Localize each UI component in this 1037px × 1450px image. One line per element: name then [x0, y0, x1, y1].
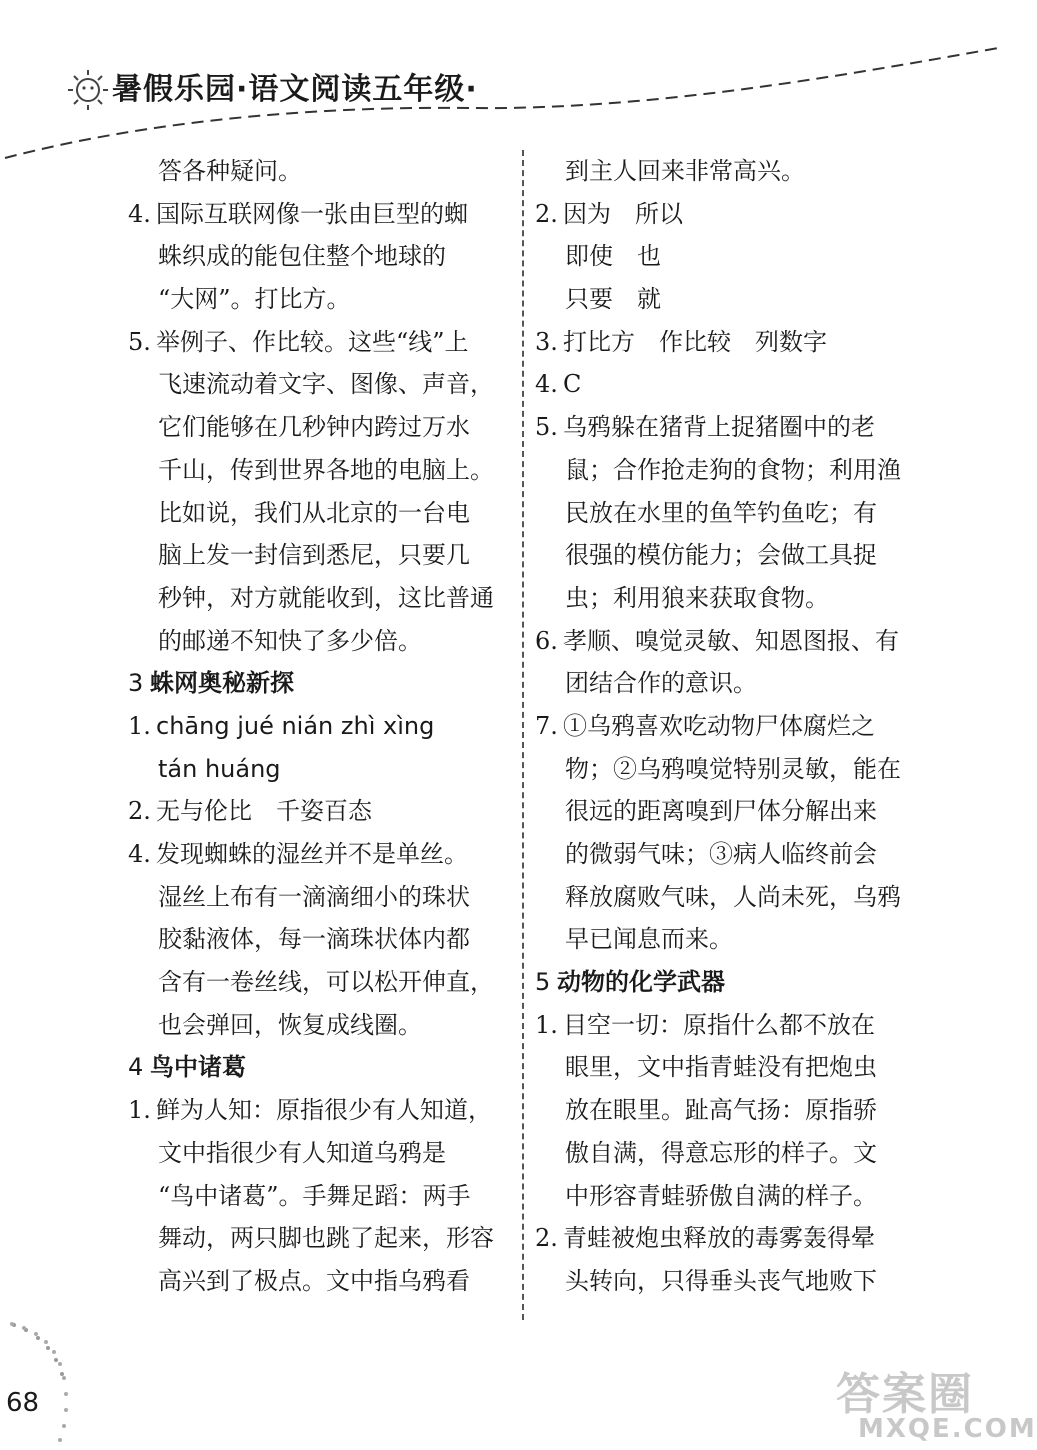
sun-flower-icon: [68, 70, 108, 110]
answer-text: 只要 就: [565, 285, 661, 314]
answer-text: 团结合作的意识。: [565, 669, 757, 698]
section-title: 蛛网奥秘新探: [150, 669, 294, 698]
answer-item: [128, 705, 516, 748]
answer-continuation: [535, 662, 925, 705]
answer-item: [535, 193, 925, 236]
answer-item: [535, 705, 925, 748]
answer-continuation: [128, 278, 516, 321]
item-number: 6.: [535, 626, 558, 655]
answer-text: 很强的模仿能力；会做工具捉: [565, 541, 877, 570]
answer-continuation: [535, 790, 925, 833]
answer-item: [128, 790, 516, 833]
answer-text: 举例子、作比较。这些“线”上: [156, 327, 469, 356]
answer-text: 无与伦比 千姿百态: [156, 797, 372, 826]
answer-continuation: [128, 748, 516, 791]
answer-continuation: [128, 1004, 516, 1047]
answer-text: 秒钟，对方就能收到，这比普通: [158, 583, 494, 612]
answer-text: 乌鸦躲在猪背上捉猪圈中的老: [563, 413, 875, 442]
section-number: 4: [128, 1053, 144, 1082]
answer-text: 答各种疑问。: [158, 157, 302, 185]
answer-continuation: [535, 748, 925, 791]
answer-text: 傲自满，得意忘形的样子。文: [565, 1138, 877, 1167]
watermark-text-top: 答案圈: [836, 1369, 974, 1420]
left-answer-column: [128, 150, 516, 1303]
answer-text: 孝顺、嗅觉灵敏、知恩图报、有: [563, 626, 899, 655]
answer-text: 文中指很少有人知道乌鸦是: [158, 1138, 446, 1167]
answer-text: 它们能够在几秒钟内跨过万水: [158, 413, 470, 442]
watermark-logo: [808, 1358, 1037, 1446]
answer-continuation: [128, 577, 516, 620]
answer-continuation: [535, 1046, 925, 1089]
answer-continuation: [128, 1217, 516, 1260]
item-number: 5.: [128, 327, 151, 356]
item-number: 4.: [535, 370, 558, 399]
answer-text: 早已闻息而来。: [565, 925, 733, 954]
answer-text: 头转向，只得垂头丧气地败下: [565, 1266, 877, 1295]
answer-text: 打比方 作比较 列数字: [563, 327, 827, 356]
item-number: 7.: [535, 711, 558, 740]
answer-continuation: [128, 961, 516, 1004]
answer-text: 眼里，文中指青蛙没有把炮虫: [565, 1053, 877, 1082]
answer-text: 鼠；合作抢走狗的食物；利用渔: [565, 455, 901, 484]
answer-text: 即使 也: [565, 242, 661, 271]
answer-text: 释放腐败气味，人尚未死，乌鸦: [565, 882, 901, 911]
section-heading: [128, 662, 516, 705]
item-number: 3.: [535, 327, 558, 356]
answer-continuation: [535, 150, 925, 193]
page-header-title: 暑假乐园·语文阅读五年级·: [112, 72, 478, 107]
item-number: 4.: [128, 840, 151, 868]
section-title: 鸟中诸葛: [150, 1053, 246, 1082]
answer-item: [128, 1089, 516, 1132]
answer-continuation: [535, 577, 925, 620]
answer-continuation: [535, 449, 925, 492]
answer-continuation: [128, 150, 516, 193]
item-number: 2.: [535, 199, 558, 228]
answer-text: 也会弹回，恢复成线圈。: [158, 1010, 422, 1039]
answer-item: [535, 406, 925, 449]
item-number: 1.: [535, 1010, 558, 1039]
answer-continuation: [128, 406, 516, 449]
answer-continuation: [128, 876, 516, 919]
answer-text: 民放在水里的鱼竿钓鱼吃；有: [565, 498, 877, 527]
corner-dots-icon: [0, 1300, 80, 1450]
answer-text: “大网”。打比方。: [158, 285, 351, 314]
answer-text: chāng jué nián zhì xìng: [156, 711, 435, 740]
answer-text: 高兴到了极点。文中指乌鸦看: [158, 1266, 470, 1295]
answer-text: 到主人回来非常高兴。: [565, 157, 805, 185]
item-number: 4.: [128, 199, 151, 228]
answer-item: [128, 193, 516, 236]
answer-continuation: [535, 1175, 925, 1218]
answer-continuation: [128, 918, 516, 961]
section-title: 动物的化学武器: [557, 968, 725, 997]
answer-continuation: [128, 363, 516, 406]
right-answer-column: [535, 150, 925, 1303]
answer-text: C: [563, 370, 582, 399]
section-heading: [128, 1046, 516, 1089]
answer-text: ①乌鸦喜欢吃动物尸体腐烂之: [563, 711, 875, 740]
answer-item: [535, 363, 925, 406]
answer-continuation: [128, 620, 516, 663]
answer-continuation: [535, 1132, 925, 1175]
item-number: 2.: [535, 1224, 558, 1253]
answer-continuation: [128, 1260, 516, 1303]
answer-text: 虫；利用狼来获取食物。: [565, 583, 829, 612]
answer-text: 脑上发一封信到悉尼，只要几: [158, 541, 470, 570]
item-number: 1.: [128, 1096, 151, 1125]
answer-text: 目空一切：原指什么都不放在: [563, 1010, 875, 1039]
answer-item: [535, 1004, 925, 1047]
answer-text: 国际互联网像一张由巨型的蜘: [156, 199, 468, 228]
item-number: 5.: [535, 413, 558, 442]
answer-text: 的微弱气味；③病人临终前会: [565, 840, 877, 868]
answer-text: 很远的距离嗅到尸体分解出来: [565, 797, 877, 826]
answer-text: 含有一卷丝线，可以松开伸直，: [158, 968, 494, 997]
answer-continuation: [535, 876, 925, 919]
answer-text: 飞速流动着文字、图像、声音，: [158, 370, 494, 399]
section-heading: [535, 961, 925, 1004]
section-number: 5: [535, 968, 551, 997]
answer-text: 胶黏液体，每一滴珠状体内都: [158, 925, 470, 954]
answer-continuation: [128, 492, 516, 535]
answer-text: “鸟中诸葛”。手舞足蹈：两手: [158, 1181, 471, 1210]
answer-item: [128, 833, 516, 876]
answer-text: 因为 所以: [563, 199, 683, 228]
section-number: 3: [128, 669, 144, 698]
answer-continuation: [128, 449, 516, 492]
answer-continuation: [535, 278, 925, 321]
answer-text: 青蛙被炮虫释放的毒雾轰得晕: [563, 1224, 875, 1253]
answer-text: 千山，传到世界各地的电脑上。: [158, 455, 494, 484]
answer-continuation: [128, 534, 516, 577]
item-number: 1.: [128, 711, 151, 740]
answer-continuation: [128, 235, 516, 278]
column-divider: [522, 150, 524, 1320]
answer-text: tán huáng: [158, 754, 281, 783]
answer-continuation: [535, 1089, 925, 1132]
answer-text: 中形容青蛙骄傲自满的样子。: [565, 1181, 877, 1210]
answer-text: 舞动，两只脚也跳了起来，形容: [158, 1224, 494, 1253]
answer-item: [128, 321, 516, 364]
answer-continuation: [535, 833, 925, 876]
answer-text: 放在眼里。趾高气扬：原指骄: [565, 1096, 877, 1125]
answer-item: [535, 321, 925, 364]
answer-text: 蛛织成的能包住整个地球的: [158, 242, 446, 271]
answer-item: [535, 1217, 925, 1260]
answer-continuation: [128, 1175, 516, 1218]
answer-text: 的邮递不知快了多少倍。: [158, 626, 422, 655]
watermark-text-bottom: MXQE.COM: [858, 1414, 1037, 1444]
answer-continuation: [535, 235, 925, 278]
answer-text: 湿丝上布有一滴滴细小的珠状: [158, 882, 470, 911]
answer-continuation: [535, 918, 925, 961]
answer-text: 物；②乌鸦嗅觉特别灵敏，能在: [565, 754, 901, 783]
answer-continuation: [535, 492, 925, 535]
answer-item: [535, 620, 925, 663]
answer-continuation: [128, 1132, 516, 1175]
answer-continuation: [535, 1260, 925, 1303]
item-number: 2.: [128, 797, 151, 826]
answer-continuation: [535, 534, 925, 577]
page-number: 68: [6, 1388, 40, 1418]
answer-text: 发现蜘蛛的湿丝并不是单丝。: [156, 840, 468, 868]
answer-text: 鲜为人知：原指很少有人知道，: [156, 1096, 492, 1125]
answer-text: 比如说，我们从北京的一台电: [158, 498, 470, 527]
